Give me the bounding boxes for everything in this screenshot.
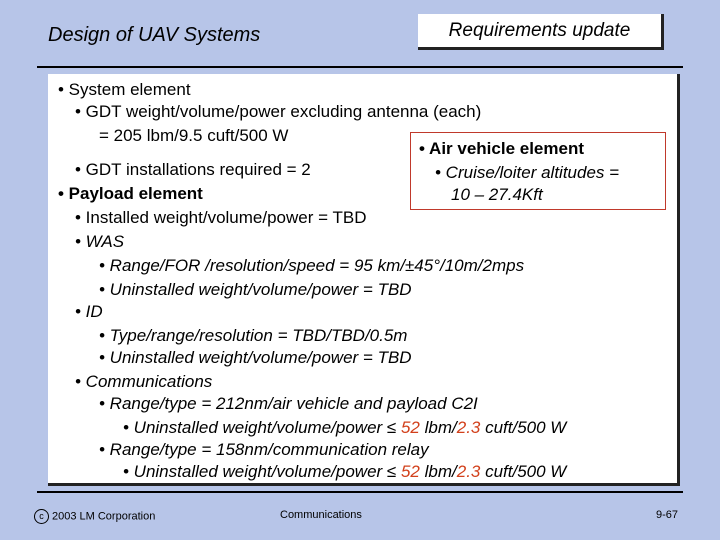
callout-air-vehicle-element: • Air vehicle element [419, 139, 585, 158]
footer-copyright [34, 509, 155, 524]
bullet-gdt-installations: • GDT installations required = 2 [75, 160, 311, 179]
air-vehicle-callout [410, 132, 666, 210]
text-segment: lbm/ [419, 418, 457, 437]
header-rule [37, 66, 683, 68]
callout-altitudes: • Cruise/loiter altitudes = [435, 163, 620, 182]
footer-rule [37, 491, 683, 493]
bullet-id-uninstalled: • Uninstalled weight/volume/power = TBD [99, 348, 412, 367]
bullet-gdt-weight: • GDT weight/volume/power excluding antenna (each) [75, 102, 482, 121]
bullet-payload-element: • Payload element [58, 184, 203, 203]
text-segment: cuft/500 W [480, 418, 567, 437]
bullet-comm-uninstalled-2 [123, 462, 566, 482]
bullet-installed-weight: • Installed weight/volume/power = TBD [75, 208, 367, 227]
text-segment: • Uninstalled weight/volume/power ≤ [123, 462, 401, 481]
bullet-comm-range-1: • Range/type = 212nm/air vehicle and payload C2I [99, 394, 478, 413]
bullet-was: • WAS [75, 232, 125, 251]
section-title-box [418, 14, 664, 50]
bullet-was-range: • Range/FOR /resolution/speed = 95 km/±45°/10m/2mps [99, 256, 525, 275]
text-segment: cuft/500 W [480, 462, 567, 481]
highlight-weight: 52 [400, 462, 420, 481]
bullet-system-element: • System element [58, 80, 191, 99]
bullet-id: • ID [75, 302, 103, 321]
bullet-was-uninstalled: • Uninstalled weight/volume/power = TBD [99, 280, 412, 299]
section-title: Requirements update [448, 19, 631, 41]
copyright-icon: c [34, 509, 49, 524]
bullet-comm-uninstalled-1 [123, 418, 566, 438]
bullet-id-type: • Type/range/resolution = TBD/TBD/0.5m [99, 326, 408, 345]
callout-altitude-value: 10 – 27.4Kft [451, 185, 543, 204]
bullet-communications: • Communications [75, 372, 213, 391]
gdt-weight-value: = 205 lbm/9.5 cuft/500 W [99, 126, 289, 145]
bullet-comm-range-2: • Range/type = 158nm/communication relay [99, 440, 429, 459]
highlight-volume: 2.3 [456, 462, 481, 481]
highlight-volume: 2.3 [456, 418, 481, 437]
highlight-weight: 52 [400, 418, 420, 437]
footer-center-label: Communications [280, 509, 362, 521]
page-header-title: Design of UAV Systems [48, 24, 261, 46]
footer-page-number: 9-67 [656, 509, 679, 521]
text-segment: lbm/ [419, 462, 457, 481]
text-segment: • Uninstalled weight/volume/power ≤ [123, 418, 401, 437]
copyright-text: 2003 LM Corporation [52, 510, 156, 523]
